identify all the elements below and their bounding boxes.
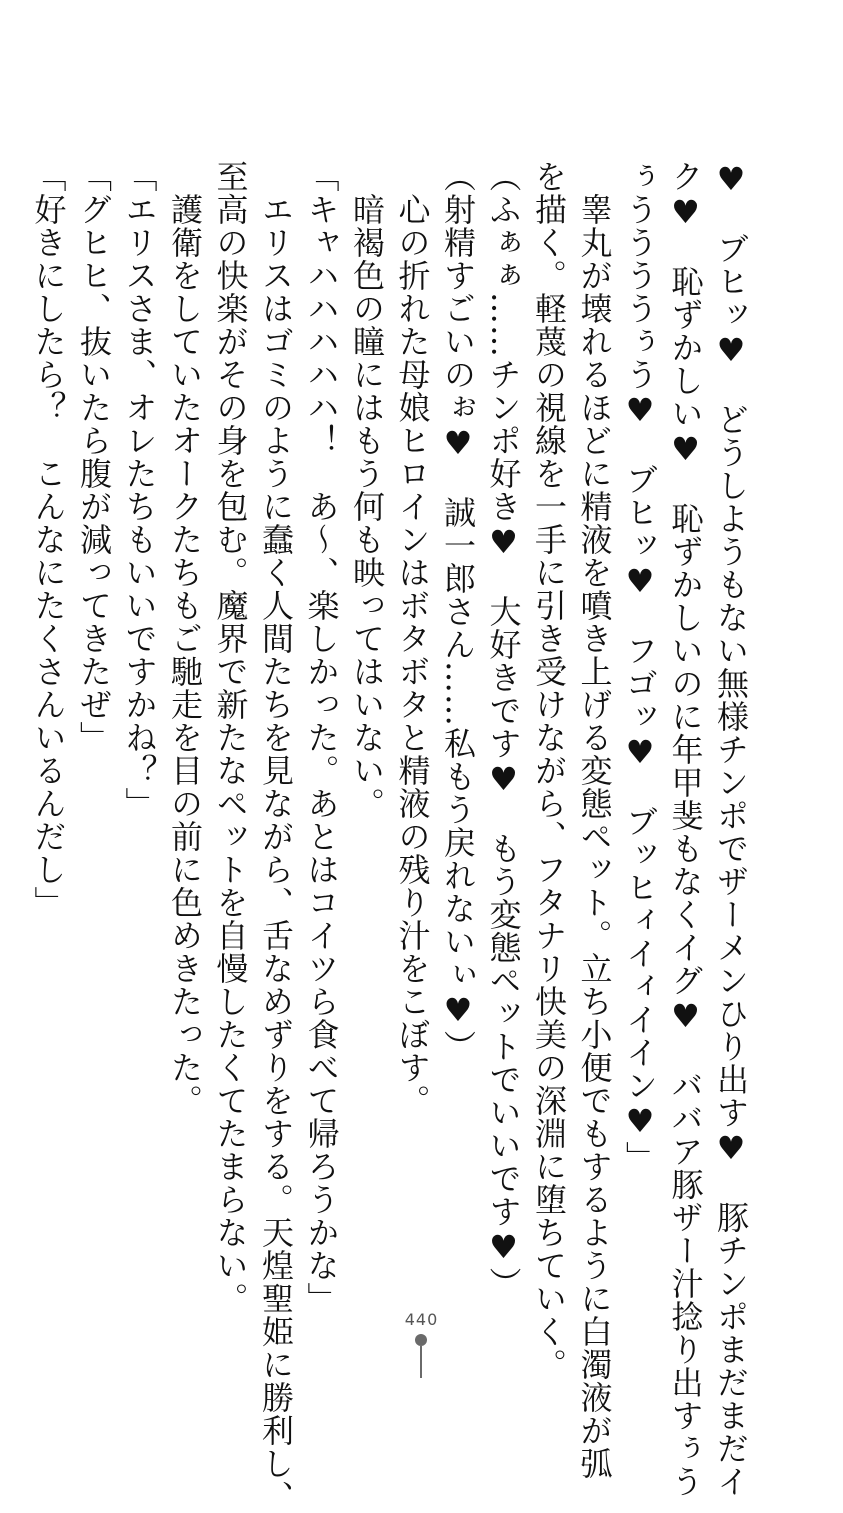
text-line: 「キャハハハハハ！ あ〜、楽しかった。あとはコイツら食べて帰ろうかな」 — [302, 160, 341, 1315]
text-line: 「グヒヒ、抜いたら腹が減ってきたぜ」 — [75, 160, 113, 754]
text-line: 暗褐色の瞳にはもう何も映ってはいない。 — [348, 160, 386, 820]
text-line: 心の折れた母娘ヒロインはボタボタと精液の残り汁をこぼす。 — [393, 160, 432, 1117]
text-line: 「好きにしたら？ こんなにたくさんいるんだし」 — [29, 160, 68, 919]
text-line: ♥ ブヒッ♥ どうしようもない無様チンポでザーメンひり出す♥ 豚チンポまだまだイ — [712, 160, 750, 1498]
page-marker-dot — [415, 1334, 427, 1346]
text-line: エリスはゴミのように蠢く人間たちを見ながら、舌なめずりをする。天煌聖姫に勝利し、 — [257, 160, 295, 1513]
text-line: 「エリスさま、オレたちもいいですかね？」 — [120, 160, 159, 820]
text-line: 護衛をしていたオークたちもご馳走を目の前に色めきたった。 — [166, 160, 204, 1117]
text-line: ぅううううぅう♥ ブヒッ♥ フゴッ♥ ブッヒィイィイイン♥」 — [621, 160, 659, 1174]
text-line: を描く。軽蔑の視線を一手に引き受けながら、フタナリ快美の深淵に堕ちていく。 — [530, 160, 568, 1381]
text-line: 至高の快楽がその身を包む。魔界で新たなペットを自慢したくてたまらない。 — [211, 160, 250, 1315]
text-line: ク♥ 恥ずかしい♥ 恥ずかしいのに年甲斐もなくイグ♥ ババア豚ザー汁捻り出すぅう — [666, 160, 705, 1498]
page-number: 440 — [404, 1310, 439, 1329]
text-line: （射精すごいのぉ♥ 誠一郎さん……私もう戻れないぃ♥） — [439, 160, 477, 1063]
text-line: （ふぁぁ……チンポ好き♥ 大好きです♥ もう変態ペットでいいです♥） — [484, 160, 523, 1300]
text-line: 睾丸が壊れるほどに精液を噴き上げる変態ペット。立ち小便でもするように白濁液が弧 — [575, 160, 614, 1480]
page-marker-line — [420, 1346, 422, 1378]
